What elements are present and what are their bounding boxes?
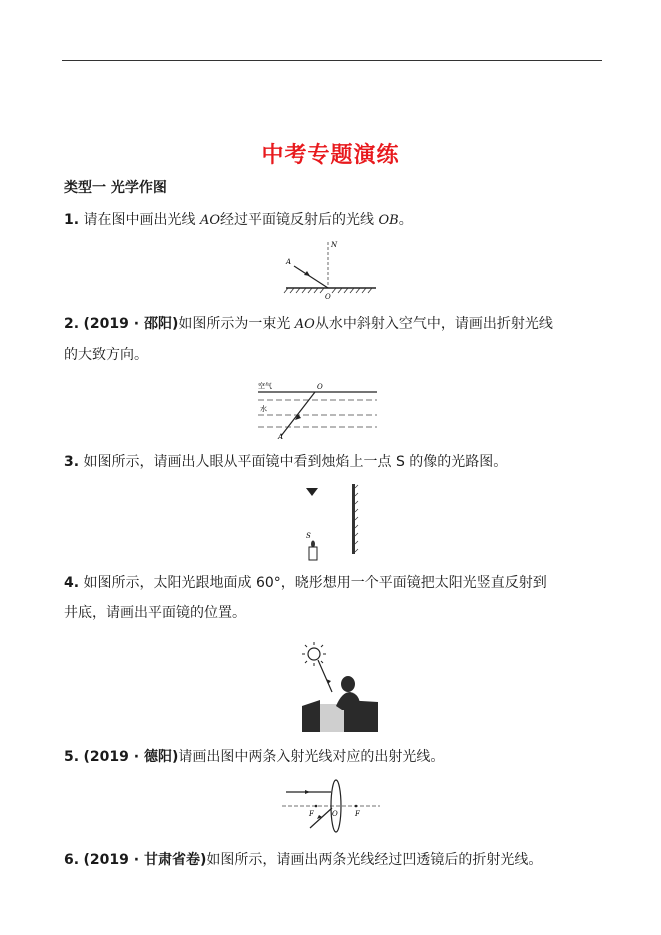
label-o: O	[325, 293, 331, 300]
sun-icon	[308, 648, 320, 660]
person-head	[341, 676, 355, 692]
label-f2: F	[355, 810, 360, 818]
figure-3-candle-mirror	[300, 482, 366, 562]
question-2	[64, 309, 604, 370]
question-text: 如图所示，太阳光跟地面成 60°，晓彤想用一个平面镜把太阳光竖直反射到	[83, 575, 547, 591]
question-source: (2019 · 甘肃省卷)	[83, 852, 207, 868]
var-ao: AO	[199, 213, 221, 228]
page-title: 中考专题演练	[261, 143, 400, 168]
question-number: 4.	[64, 575, 80, 591]
label-air: 空气	[258, 382, 272, 390]
label-o: O	[332, 810, 338, 818]
question-text: 。	[398, 212, 413, 228]
person-body	[336, 692, 360, 710]
var-ao: AO	[294, 317, 315, 332]
question-text: 从水中斜射入空气中，请画出折射光线	[314, 316, 553, 332]
question-text: 如图所示，请画出人眼从平面镜中看到烛焰上一点 S 的像的光路图。	[83, 454, 508, 470]
var-ob: OB	[378, 213, 399, 228]
ray-arrow	[326, 679, 331, 684]
candle-body	[309, 547, 317, 560]
focal-point	[315, 805, 318, 808]
label-water: 水	[260, 405, 267, 413]
label-o: O	[317, 383, 323, 391]
focal-point	[355, 805, 358, 808]
question-4	[64, 568, 604, 628]
question-number: 3.	[64, 454, 80, 470]
question-text: 经过平面镜反射后的光线	[220, 212, 379, 228]
question-number: 2.	[64, 316, 80, 332]
well-left-wall	[302, 700, 320, 732]
sun-ray	[318, 660, 332, 692]
question-text-line2: 井底，请画出平面镜的位置。	[64, 605, 246, 621]
ray-arrow	[305, 790, 310, 794]
figure-4-sun-well	[298, 640, 380, 734]
question-number: 1.	[64, 212, 80, 228]
label-s: S	[306, 532, 311, 540]
header-rule	[62, 60, 602, 61]
figure-2-refraction	[255, 378, 380, 440]
label-a: A	[286, 258, 292, 266]
question-number: 5.	[64, 749, 80, 765]
figure-5-convex-lens	[280, 778, 382, 836]
question-1	[64, 205, 604, 236]
question-text: 如图所示为一束光	[178, 316, 295, 332]
incident-ray	[294, 266, 328, 288]
question-text: 如图所示，请画出两条光线经过凹透镜后的折射光线。	[206, 852, 543, 868]
label-f1: F	[309, 810, 314, 818]
eye-icon	[306, 488, 318, 496]
label-n: N	[331, 241, 338, 249]
question-source: (2019 · 德阳)	[83, 749, 179, 765]
question-number: 6.	[64, 852, 80, 868]
question-text-line2: 的大致方向。	[64, 347, 148, 363]
candle-flame	[311, 541, 315, 548]
question-text: 请在图中画出光线	[83, 212, 200, 228]
question-6	[64, 845, 604, 875]
plane-mirror	[352, 484, 355, 554]
question-5	[64, 742, 604, 772]
section-heading: 类型一 光学作图	[64, 180, 167, 196]
question-3	[64, 447, 604, 477]
question-source: (2019 · 邵阳)	[83, 316, 179, 332]
question-text: 请画出图中两条入射光线对应的出射光线。	[178, 749, 445, 765]
label-a: A	[278, 433, 284, 440]
figure-1-plane-mirror	[280, 238, 380, 300]
